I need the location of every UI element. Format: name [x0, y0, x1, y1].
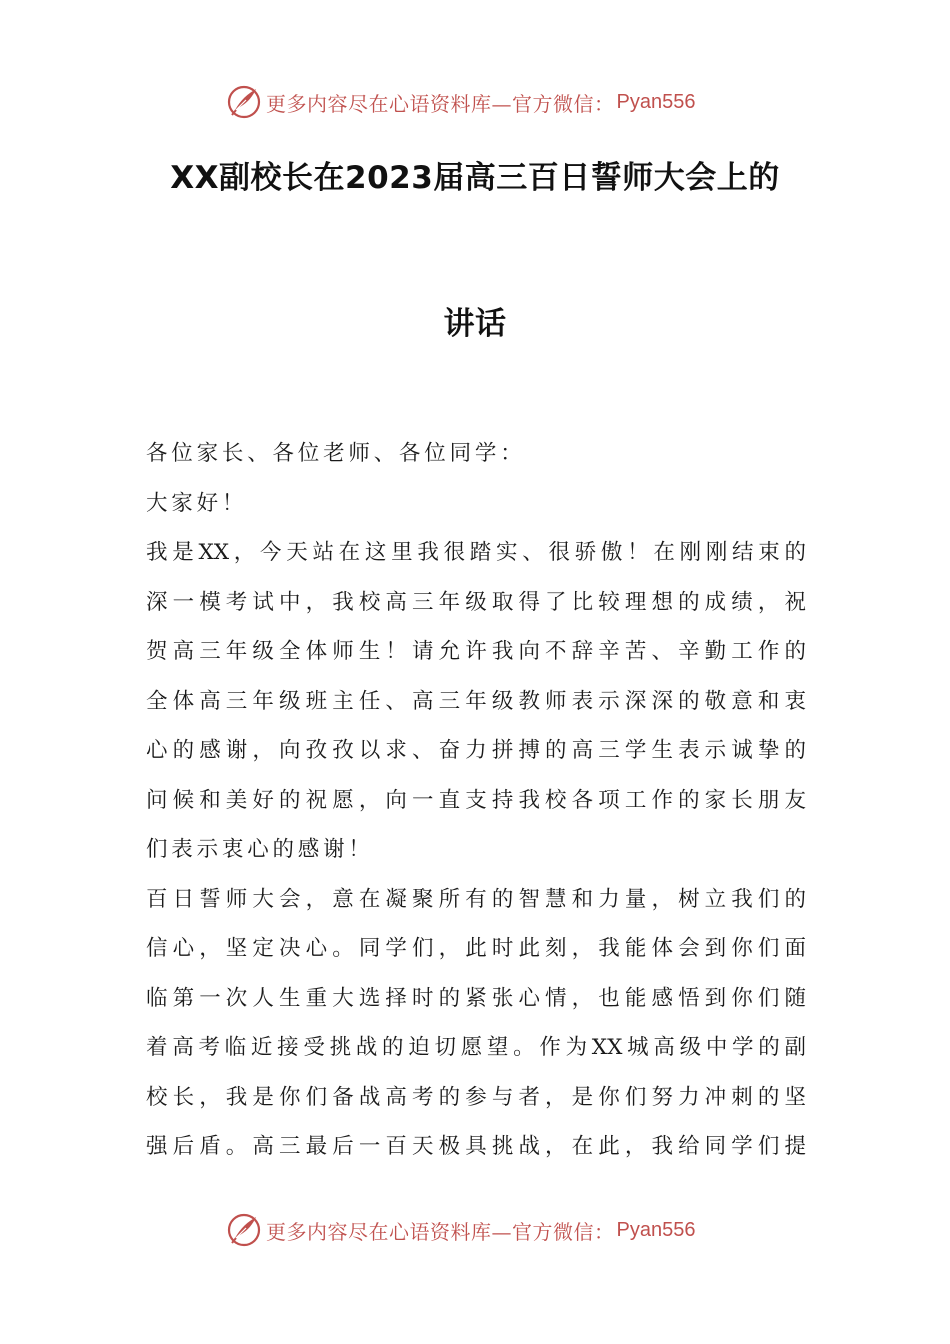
- paragraph-line: 信心，坚定决心。同学们，此时此刻，我能体会到你们面: [146, 936, 806, 961]
- paragraph-line: 贺高三年级全体师生！请允许我向不辞辛苦、辛勤工作的: [146, 639, 806, 664]
- paragraph-line: 校长，我是你们备战高考的参与者，是你们努力冲刺的坚: [146, 1084, 806, 1110]
- paragraph-line: 问候和美好的祝愿，向一直支持我校各项工作的家长朋友: [146, 787, 806, 813]
- quill-pen-icon: [226, 84, 262, 120]
- quill-pen-icon: [226, 1212, 262, 1248]
- banner-wechat-id: Pyan556: [616, 90, 696, 113]
- paragraph-line: 强后盾。高三最后一百天极具挑战，在此，我给同学们提: [146, 1134, 806, 1159]
- paragraph-line: 全体高三年级班主任、高三年级教师表示深深的敬意和衷: [146, 688, 806, 714]
- paragraph-line: 各位家长、各位老师、各位同学：: [146, 441, 526, 466]
- paragraph-line: 们表示衷心的感谢！: [146, 837, 374, 862]
- page-title-line-1: XX副校长在2023届高三百日誓师大会上的: [170, 160, 780, 196]
- banner-wechat-id: Pyan556: [616, 1218, 696, 1241]
- speech-body: [146, 429, 806, 1172]
- paragraph-line: 着高考临近接受挑战的迫切愿望。作为XX城高级中学的副: [146, 1035, 806, 1060]
- paragraph-line: 心的感谢，向孜孜以求、奋力拼搏的高三学生表示诚挚的: [146, 738, 806, 763]
- paragraph-line: 临第一次人生重大选择时的紧张心情，也能感悟到你们随: [146, 985, 806, 1011]
- header-watermark-banner: [226, 82, 746, 122]
- banner-text: 更多内容尽在心语资料库—官方微信：: [266, 1219, 615, 1244]
- paragraph-line: 百日誓师大会，意在凝聚所有的智慧和力量，树立我们的: [146, 886, 806, 912]
- paragraph-line: 我是XX，今天站在这里我很踏实、很骄傲！在刚刚结束的: [146, 540, 806, 565]
- paragraph-line: 大家好！: [146, 490, 248, 516]
- banner-text: 更多内容尽在心语资料库—官方微信：: [266, 91, 615, 116]
- footer-watermark-banner: [226, 1210, 746, 1250]
- page-title-line-2: 讲话: [443, 306, 507, 342]
- paragraph-line: 深一模考试中，我校高三年级取得了比较理想的成绩，祝: [146, 589, 806, 615]
